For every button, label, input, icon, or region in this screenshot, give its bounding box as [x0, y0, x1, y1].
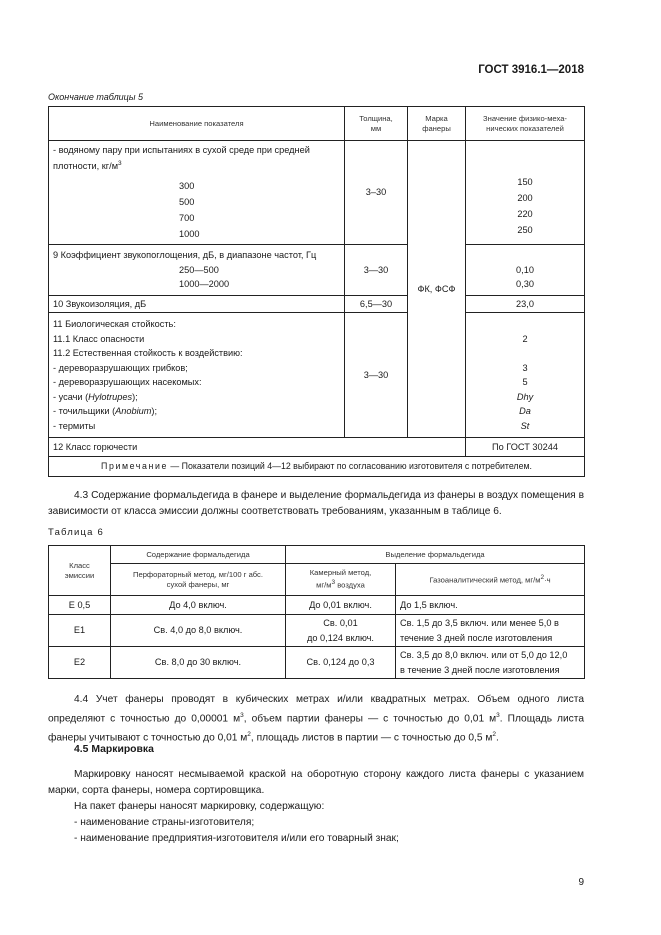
cell-perforator: Св. 4,0 до 8,0 включ.	[111, 615, 286, 647]
row-10	[49, 296, 585, 313]
th-brand: Марка фанеры	[408, 107, 466, 141]
document-code: ГОСТ 3916.1—2018	[478, 64, 584, 76]
cell-chamber: Св. 0,01 до 0,124 включ.	[286, 615, 396, 647]
row12-value: По ГОСТ 30244	[466, 438, 585, 457]
cell-class: Е 0,5	[49, 596, 111, 615]
table6-header-row-2	[49, 564, 585, 596]
table6-row-e2	[49, 647, 585, 679]
cell-gas: Св. 3,5 до 8,0 включ. или от 5,0 до 12,0 в течение 3 дней после изготовления	[396, 647, 585, 679]
row10-thickness: 6,5—30	[345, 296, 408, 313]
th-chamber: Камерный метод, $мг/м^3$ воздуха	[286, 564, 396, 596]
marking-paragraph: Маркировку наносят несмываемой краской на оборотную сторону каждого листа фанеры с указанием марки, сорта фанеры, номера сортировщика.	[48, 769, 584, 796]
cell-chamber: Св. 0,124 до 0,3	[286, 647, 396, 679]
cell-gas: Св. 1,5 до 3,5 включ. или менее 5,0 в течение 3 дней после изготовления	[396, 615, 585, 647]
table5-note-row	[49, 457, 585, 477]
th-content: Содержание формальдегида	[111, 546, 286, 564]
row-11	[49, 313, 585, 438]
vapor-thickness: 3–30	[345, 141, 408, 245]
row-12	[49, 438, 585, 457]
table6-header-row-1	[49, 546, 585, 564]
row-vapor	[49, 141, 585, 245]
vapor-values: 150 200 220 250	[466, 141, 585, 245]
page-number: 9	[578, 877, 584, 888]
section-4-5-title: 4.5 Маркировка	[74, 744, 154, 755]
cell-class: Е1	[49, 615, 111, 647]
th-perforator: Перфораторный метод, мг/100 г абс. сухой фанеры, мг	[111, 564, 286, 596]
vapor-label-cell: - водяному пару при испытаниях в сухой среде при средней плотности, $кг/м^3$ 300 500 700 1000	[49, 141, 345, 245]
th-indicator: Наименование показателя	[49, 107, 345, 141]
table6-caption: Таблица 6	[48, 527, 104, 538]
cell-perforator: Св. 8,0 до 30 включ.	[111, 647, 286, 679]
row9-label-cell: 9 Коэффициент звукопоглощения, дБ, в диапазоне частот, Гц 250—500 1000—2000	[49, 245, 345, 296]
th-thickness: Толщина, мм	[345, 107, 408, 141]
th-release: Выделение формальдегида	[286, 546, 585, 564]
marking-item-2: - наименование предприятия-изготовителя и/или его товарный знак;	[74, 833, 399, 844]
marking-package-line: На пакет фанеры наносят маркировку, содержащую:	[74, 801, 325, 812]
table6	[48, 545, 585, 679]
cell-perforator: До 4,0 включ.	[111, 596, 286, 615]
table5-header-row	[49, 107, 585, 141]
marking-item-1: - наименование страны-изготовителя;	[74, 817, 255, 828]
cell-chamber: До 0,01 включ.	[286, 596, 396, 615]
row9-values: 0,10 0,30	[466, 245, 585, 296]
row9-thickness: 3—30	[345, 245, 408, 296]
th-emission-class: Класс эмиссии	[49, 546, 111, 596]
table5-note: Примечание — Показатели позиций 4—12 выбирают по согласованию изготовителя с потребителем.	[49, 457, 585, 477]
cell-class: Е2	[49, 647, 111, 679]
cell-gas: До 1,5 включ.	[396, 596, 585, 615]
paragraph-4-4: 4.4 Учет фанеры проводят в кубических метрах и/или квадратных метрах. Объем одного листа определяют с точностью до 0,00001 $м^3$, объем партии фанеры — с точностью до 0,01 $м^3$. Площадь листа фанеры учитывают с точностью до 0,01 $м^2$, площадь листов в партии — с точностью до 0,5 $м^2$.	[48, 694, 584, 744]
row10-label: 10 Звукоизоляция, дБ	[49, 296, 345, 313]
table6-row-e05	[49, 596, 585, 615]
row11-label-cell: 11 Биологическая стойкость: 11.1 Класс опасности 11.2 Естественная стойкость к воздействию: - дереворазрушающих грибков; - дереворазрушающих насекомых: - усачи (Hylotrupes); - точильщики (Anobium); - термиты	[49, 313, 345, 438]
brand-merged-cell: ФК, ФСФ	[408, 141, 466, 438]
row-9	[49, 245, 585, 296]
th-gas: Газоаналитический метод, $мг/м^2\cdot ч$	[396, 564, 585, 596]
row12-label: 12 Класс горючести	[49, 438, 466, 457]
row11-thickness: 3—30	[345, 313, 408, 438]
row11-values: 2 3 5 Dhy Da St	[466, 313, 585, 438]
row10-value: 23,0	[466, 296, 585, 313]
table5	[48, 106, 585, 477]
paragraph-4-3: 4.3 Содержание формальдегида в фанере и выделение формальдегида из фанеры в воздух помещения в зависимости от класса эмиссии должны соответствовать требованиям, указанным в таблице 6.	[48, 490, 584, 517]
table5-caption: Окончание таблицы 5	[48, 92, 143, 102]
table6-row-e1	[49, 615, 585, 647]
th-value: Значение физико-меха- нических показателей	[466, 107, 585, 141]
